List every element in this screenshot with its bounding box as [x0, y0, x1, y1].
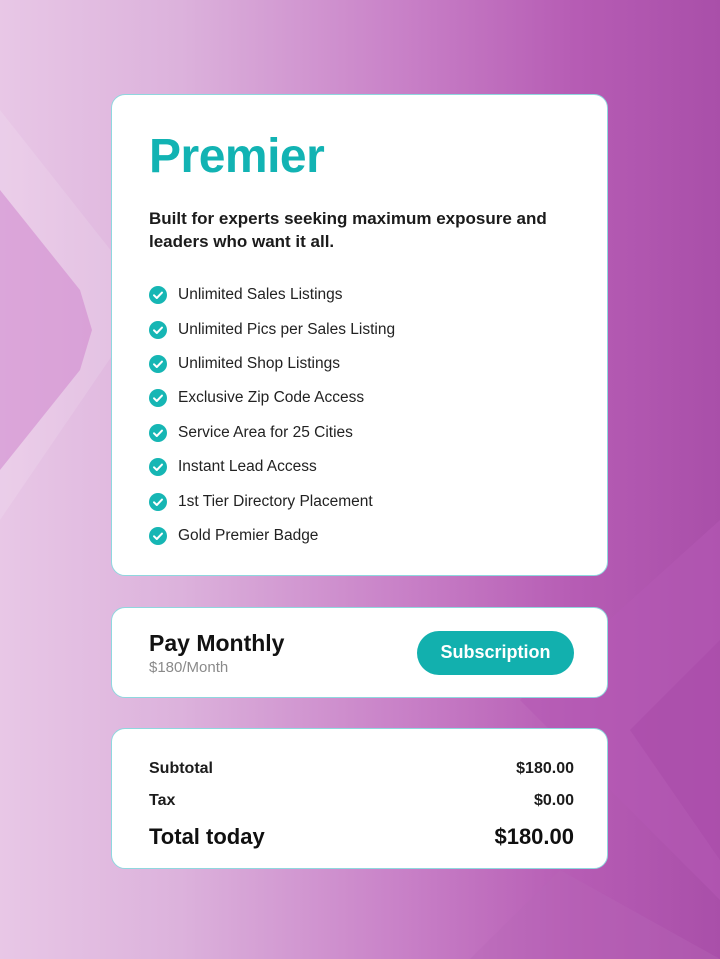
feature-label: Exclusive Zip Code Access	[178, 389, 365, 407]
total-label: Total today	[149, 824, 265, 849]
check-circle-icon	[149, 321, 167, 339]
feature-item	[149, 450, 571, 484]
plan-description: Built for experts seeking maximum exposure and leaders who want it all.	[149, 209, 547, 251]
feature-label: Instant Lead Access	[178, 458, 317, 476]
feature-item	[149, 312, 571, 346]
plan-title: Premier	[149, 130, 325, 183]
feature-item	[149, 381, 571, 415]
feature-item	[149, 347, 571, 381]
check-circle-icon	[149, 527, 167, 545]
tax-label: Tax	[149, 792, 176, 809]
total-row	[149, 818, 574, 856]
feature-label: 1st Tier Directory Placement	[178, 492, 373, 510]
subscription-button[interactable]: Subscription	[417, 631, 574, 675]
order-summary-card	[111, 728, 608, 869]
payment-option-title: Pay Monthly	[149, 629, 285, 656]
check-circle-icon	[149, 458, 167, 476]
check-circle-icon	[149, 493, 167, 511]
feature-label: Service Area for 25 Cities	[178, 423, 353, 441]
subtotal-value: $180.00	[516, 760, 574, 777]
feature-label: Unlimited Shop Listings	[178, 354, 340, 372]
payment-option-text	[149, 630, 284, 676]
feature-item	[149, 416, 571, 450]
check-circle-icon	[149, 286, 167, 304]
subtotal-row	[149, 753, 574, 785]
check-circle-icon	[149, 355, 167, 373]
total-value: $180.00	[494, 824, 574, 849]
tax-row	[149, 785, 574, 817]
feature-item	[149, 519, 571, 553]
feature-list	[149, 278, 571, 553]
feature-label: Unlimited Sales Listings	[178, 286, 343, 304]
feature-label: Gold Premier Badge	[178, 526, 319, 544]
subtotal-label: Subtotal	[149, 760, 213, 777]
payment-option-price: $180/Month	[149, 658, 229, 676]
payment-option-card[interactable]	[111, 607, 608, 698]
feature-label: Unlimited Pics per Sales Listing	[178, 320, 396, 338]
feature-item	[149, 484, 571, 518]
plan-card	[111, 94, 608, 576]
feature-item	[149, 278, 571, 312]
check-circle-icon	[149, 424, 167, 442]
tax-value: $0.00	[533, 792, 574, 809]
check-circle-icon	[149, 389, 167, 407]
